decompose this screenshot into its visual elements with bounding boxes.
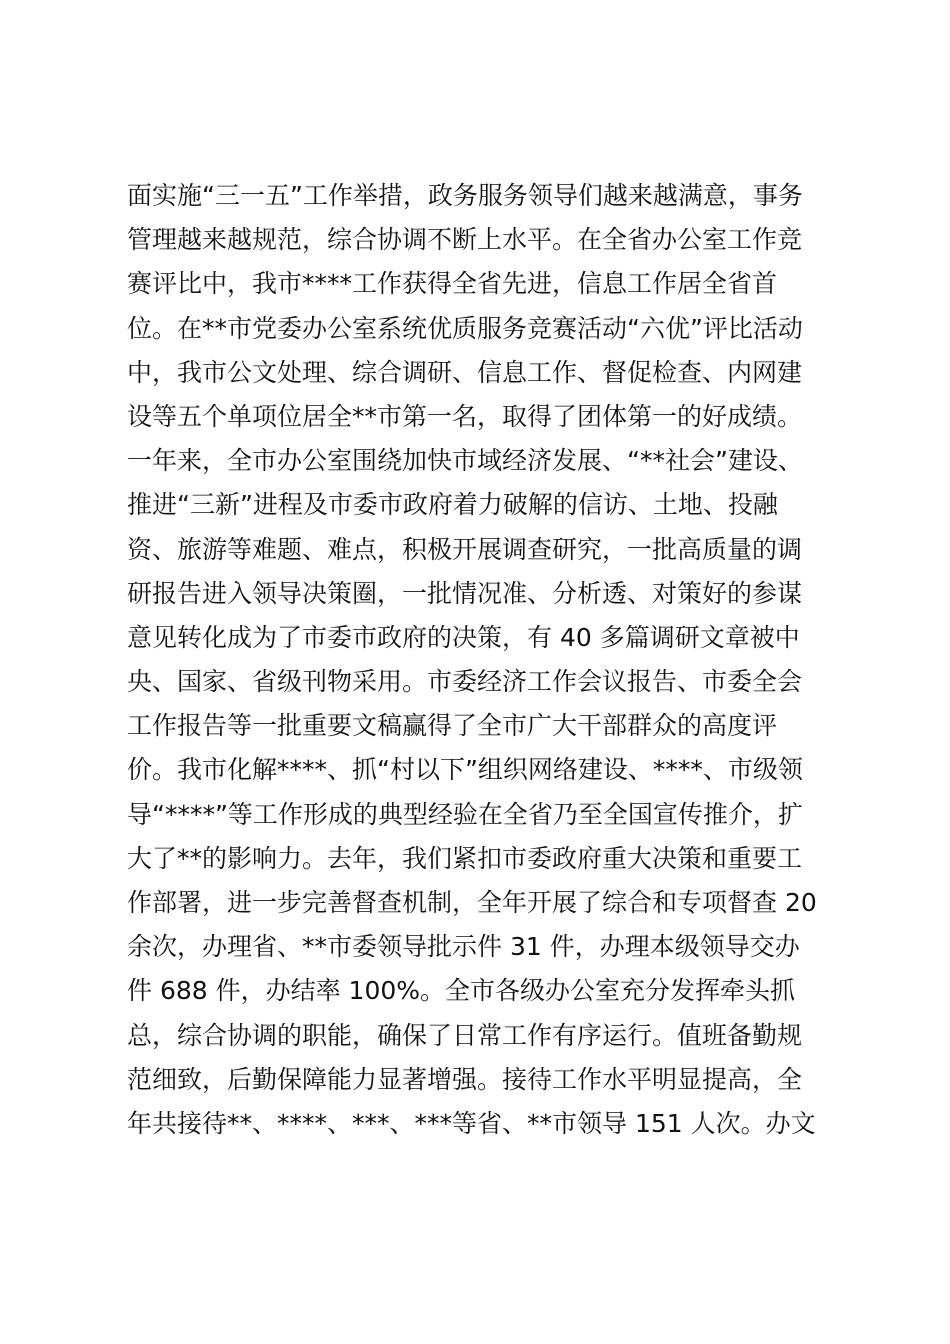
text-line: 总，综合协调的职能，确保了日常工作有序运行。值班备勤规 <box>127 1020 803 1050</box>
text-line: 资、旅游等难题、难点，积极开展调查研究，一批高质量的调 <box>127 534 803 564</box>
text-line: 管理越来越规范，综合协调不断上水平。在全省办公室工作竞 <box>127 225 803 255</box>
text-line: 推进“三新”进程及市委市政府着力破解的信访、土地、投融 <box>127 490 778 520</box>
text-line: 意见转化成为了市委市政府的决策，有 40 多篇调研文章被中 <box>127 622 800 652</box>
text-line: 研报告进入领导决策圈，一批情况准、分析透、对策好的参谋 <box>127 578 803 608</box>
text-line: 工作报告等一批重要文稿赢得了全市广大干部群众的高度评 <box>127 711 778 741</box>
text-line: 导“****”等工作形成的典型经验在全省乃至全国宣传推介，扩 <box>127 799 803 829</box>
text-line: 位。在**市党委办公室系统优质服务竞赛活动“六优”评比活动 <box>127 313 803 343</box>
text-line: 中，我市公文处理、综合调研、信息工作、督促检查、内网建 <box>127 357 803 387</box>
text-line: 赛评比中，我市****工作获得全省先进，信息工作居全省首 <box>127 269 778 299</box>
text-line: 大了**的影响力。去年，我们紧扣市委政府重大决策和重要工 <box>127 843 803 873</box>
text-line: 央、国家、省级刊物采用。市委经济工作会议报告、市委全会 <box>127 667 803 697</box>
body-paragraph <box>127 174 837 1146</box>
text-line: 年共接待**、****、***、***等省、**市领导 151 人次。办文 <box>127 1108 816 1138</box>
text-line: 作部署，进一步完善督查机制，全年开展了综合和专项督查 20 <box>127 888 817 917</box>
text-line: 范细致，后勤保障能力显著增强。接待工作水平明显提高，全 <box>127 1064 803 1094</box>
text-line: 件 688 件，办结率 100%。全市各级办公室充分发挥牵头抓 <box>127 976 796 1006</box>
text-line: 面实施“三一五”工作举措，政务服务领导们越来越满意，事务 <box>127 181 803 210</box>
text-line: 设等五个单项位居全**市第一名，取得了团体第一的好成绩。 <box>127 401 803 431</box>
text-line: 余次，办理省、**市委领导批示件 31 件，办理本级领导交办 <box>127 932 800 962</box>
text-line: 一年来，全市办公室围绕加快市域经济发展、“**社会”建设、 <box>127 446 803 476</box>
text-line: 价。我市化解****、抓“村以下”组织网络建设、****、市级领 <box>127 755 803 785</box>
